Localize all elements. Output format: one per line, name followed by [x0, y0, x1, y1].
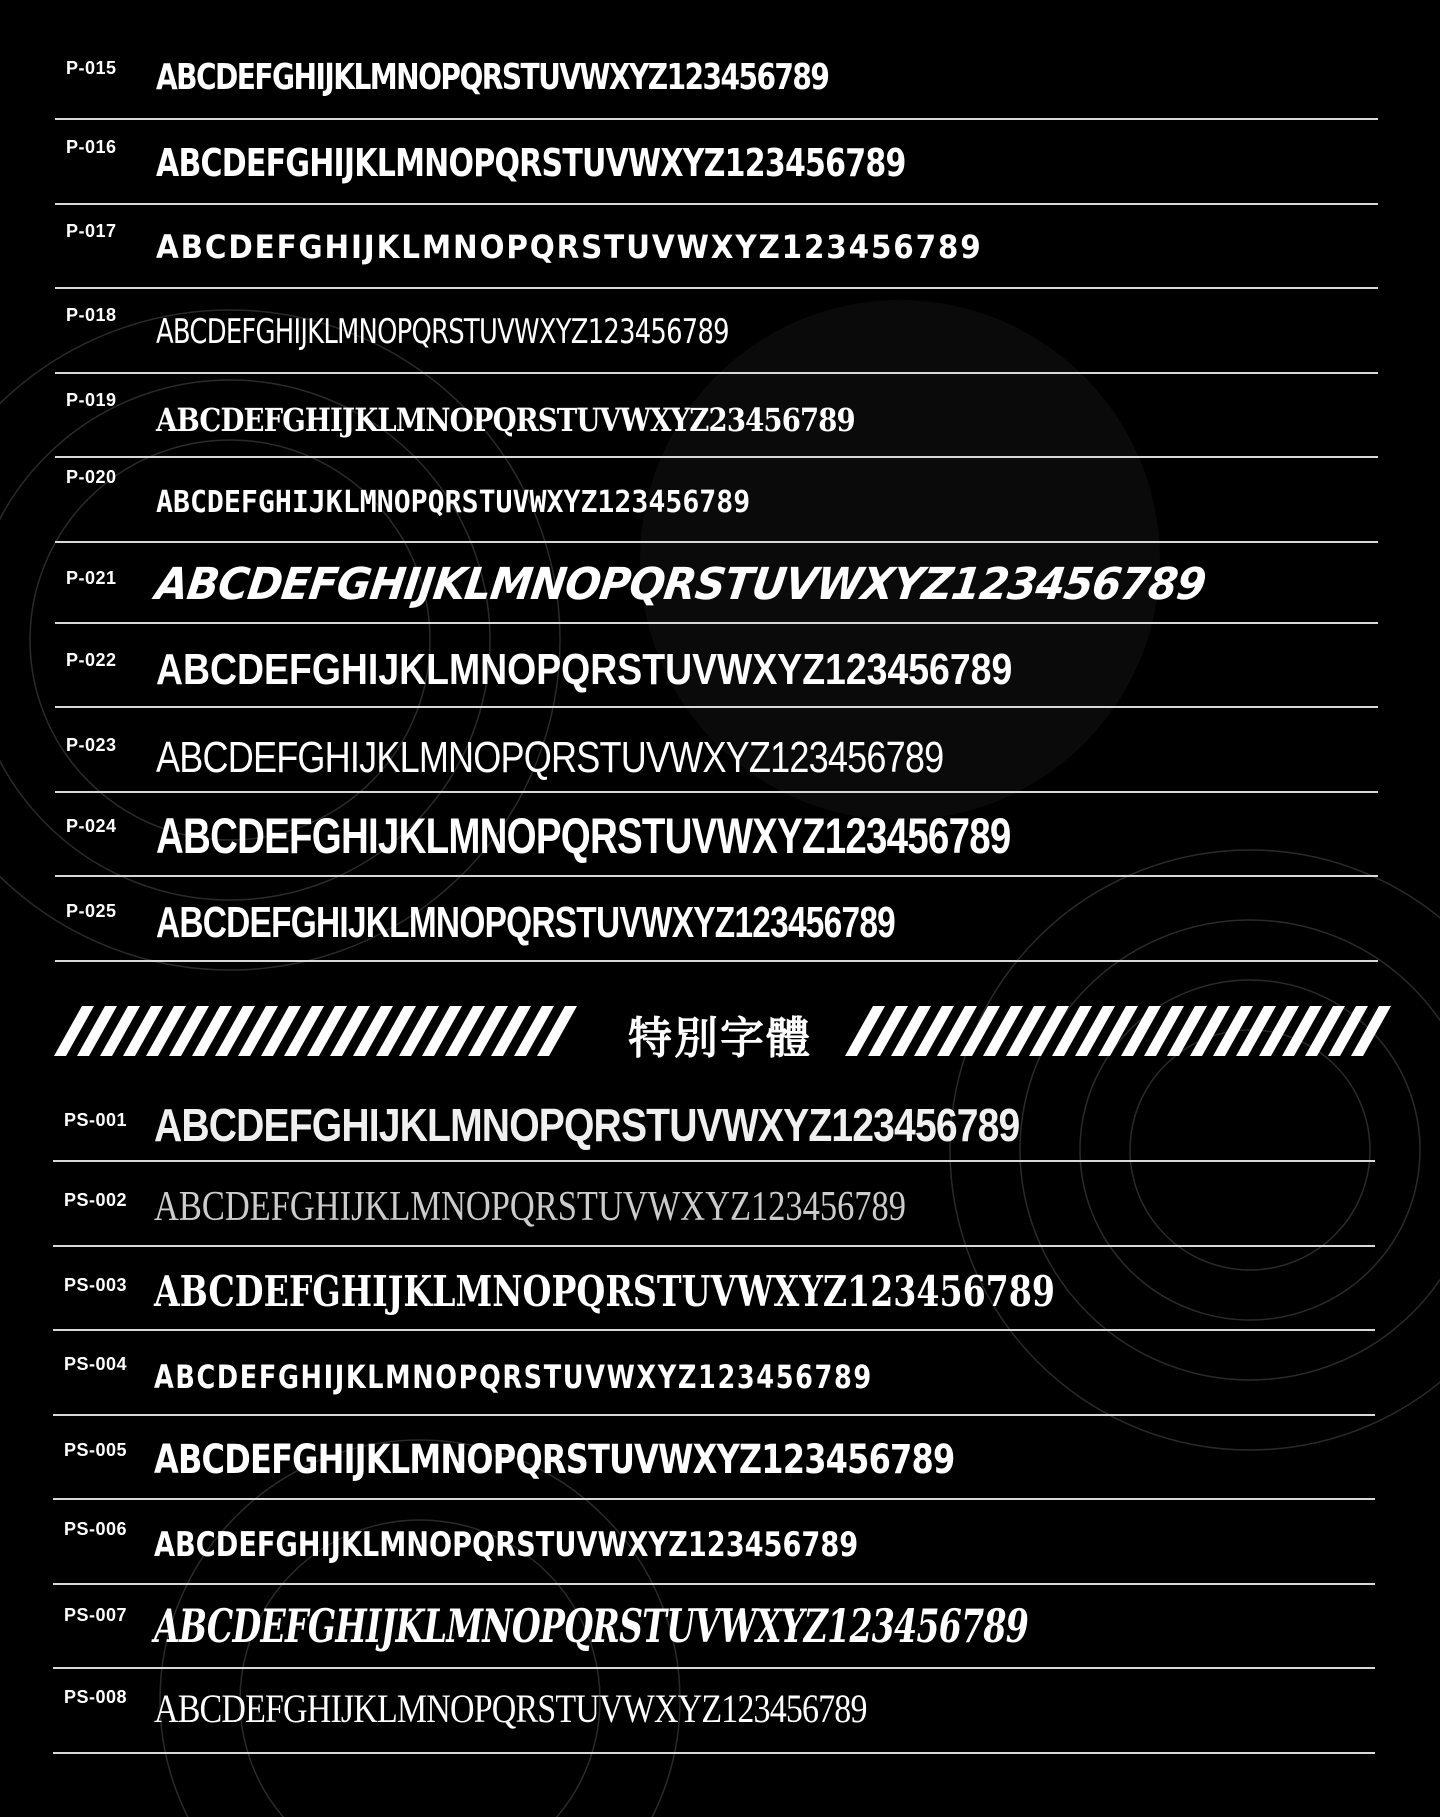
font-sample: ABCDEFGHIJKLMNOPQRSTUVWXYZ123456789 [156, 733, 944, 782]
font-sample: ABCDEFGHIJKLMNOPQRSTUVWXYZ123456789 [154, 1686, 867, 1731]
font-code: PS-007 [64, 1605, 128, 1625]
special-fonts-divider [0, 1000, 1440, 1070]
font-sample: ABCDEFGHIJKLMNOPQRSTUVWXYZ123456789 [156, 485, 751, 520]
font-row [53, 1500, 1375, 1585]
font-sample: ABCDEFGHIJKLMNOPQRSTUVWXYZ123456789 [154, 1599, 1029, 1653]
font-row [53, 1585, 1375, 1669]
font-row [55, 458, 1378, 543]
font-row [55, 205, 1378, 289]
font-code: P-016 [66, 137, 117, 157]
font-sample: ABCDEFGHIJKLMNOPQRSTUVWXYZ123456789 [154, 1099, 1020, 1151]
font-code: PS-002 [64, 1190, 128, 1210]
font-code: PS-006 [64, 1519, 128, 1539]
font-sample: ABCDEFGHIJKLMNOPQRSTUVWXYZ23456789 [156, 401, 855, 439]
font-sample: ABCDEFGHIJKLMNOPQRSTUVWXYZ123456789 [154, 1525, 859, 1565]
font-sample: ABCDEFGHIJKLMNOPQRSTUVWXYZ123456789 [156, 312, 729, 352]
font-sample: ABCDEFGHIJKLMNOPQRSTUVWXYZ123456789 [156, 57, 829, 98]
font-row [55, 543, 1378, 624]
font-code: P-018 [66, 305, 117, 325]
font-row [53, 1080, 1375, 1162]
font-row [55, 289, 1378, 374]
font-row [55, 793, 1378, 877]
font-sample: ABCDEFGHIJKLMNOPQRSTUVWXYZ123456789 [154, 1184, 906, 1230]
font-sample: ABCDEFGHIJKLMNOPQRSTUVWXYZ123456789 [152, 559, 1209, 610]
font-code: P-015 [66, 58, 117, 78]
font-code: P-024 [66, 816, 117, 836]
font-code: PS-005 [64, 1440, 128, 1460]
font-row [55, 36, 1378, 120]
font-code: PS-001 [64, 1110, 128, 1130]
section-title: 特別字體 [628, 1013, 812, 1064]
font-row [53, 1331, 1375, 1416]
font-row [55, 624, 1378, 708]
font-code: P-017 [66, 221, 117, 241]
font-code: P-025 [66, 901, 117, 921]
font-row [55, 374, 1378, 458]
font-sample: ABCDEFGHIJKLMNOPQRSTUVWXYZ123456789 [154, 1358, 873, 1396]
font-sample: ABCDEFGHIJKLMNOPQRSTUVWXYZ123456789 [156, 898, 895, 947]
font-row [53, 1669, 1375, 1754]
font-row [55, 877, 1378, 962]
font-code: PS-004 [64, 1354, 128, 1374]
font-sample: ABCDEFGHIJKLMNOPQRSTUVWXYZ123456789 [156, 808, 1011, 864]
font-row [55, 120, 1378, 205]
font-sample: ABCDEFGHIJKLMNOPQRSTUVWXYZ123456789 [156, 645, 1013, 694]
font-row [55, 708, 1378, 793]
font-row [53, 1416, 1375, 1500]
font-code: P-020 [66, 467, 117, 487]
font-code: P-022 [66, 650, 117, 670]
font-sample: ABCDEFGHIJKLMNOPQRSTUVWXYZ123456789 [154, 1437, 955, 1483]
font-code: P-019 [66, 390, 117, 410]
font-code: PS-008 [64, 1687, 128, 1707]
font-code: P-023 [66, 735, 117, 755]
font-sample: ABCDEFGHIJKLMNOPQRSTUVWXYZ123456789 [156, 228, 983, 266]
font-row [53, 1247, 1375, 1331]
font-row [53, 1162, 1375, 1247]
font-code: PS-003 [64, 1275, 128, 1295]
font-sample: ABCDEFGHIJKLMNOPQRSTUVWXYZ123456789 [154, 1267, 1055, 1316]
font-sample: ABCDEFGHIJKLMNOPQRSTUVWXYZ123456789 [156, 141, 906, 185]
font-code: P-021 [66, 568, 117, 588]
